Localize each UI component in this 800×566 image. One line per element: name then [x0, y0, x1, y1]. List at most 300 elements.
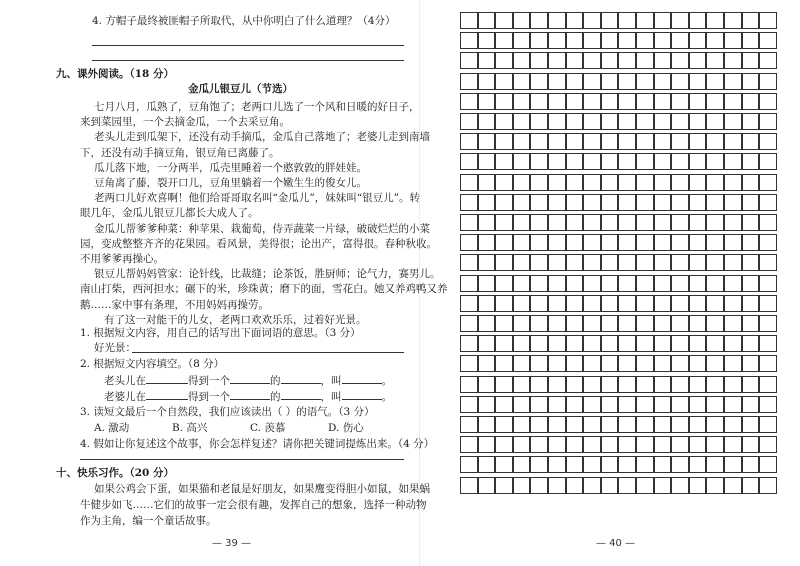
grid-cell[interactable] — [724, 93, 742, 110]
grid-cell[interactable] — [495, 113, 513, 130]
grid-cell[interactable] — [601, 113, 619, 130]
grid-cell[interactable] — [654, 416, 672, 433]
grid-cell[interactable] — [654, 355, 672, 372]
grid-cell[interactable] — [495, 93, 513, 110]
grid-cell[interactable] — [583, 214, 601, 231]
grid-cell[interactable] — [548, 174, 566, 191]
grid-cell[interactable] — [601, 194, 619, 211]
grid-cell[interactable] — [671, 456, 689, 473]
grid-cell[interactable] — [618, 153, 636, 170]
grid-cell[interactable] — [583, 93, 601, 110]
grid-cell[interactable] — [759, 93, 777, 110]
grid-cell[interactable] — [636, 295, 654, 312]
grid-cell[interactable] — [654, 214, 672, 231]
grid-cell[interactable] — [478, 32, 496, 49]
grid-cell[interactable] — [495, 477, 513, 494]
grid-cell[interactable] — [671, 153, 689, 170]
grid-cell[interactable] — [513, 234, 531, 251]
grid-cell[interactable] — [495, 315, 513, 332]
grid-cell[interactable] — [583, 396, 601, 413]
grid-cell[interactable] — [478, 295, 496, 312]
grid-cell[interactable] — [654, 315, 672, 332]
grid-cell[interactable] — [566, 113, 584, 130]
grid-cell[interactable] — [460, 194, 478, 211]
grid-cell[interactable] — [654, 254, 672, 271]
grid-cell[interactable] — [636, 32, 654, 49]
grid-cell[interactable] — [654, 396, 672, 413]
blank[interactable] — [146, 390, 188, 400]
grid-cell[interactable] — [706, 194, 724, 211]
grid-cell[interactable] — [742, 416, 760, 433]
grid-cell[interactable] — [460, 275, 478, 292]
grid-cell[interactable] — [618, 315, 636, 332]
q3-option-d[interactable]: D. 伤心 — [328, 422, 364, 434]
grid-cell[interactable] — [478, 477, 496, 494]
grid-cell[interactable] — [495, 416, 513, 433]
grid-cell[interactable] — [706, 153, 724, 170]
grid-cell[interactable] — [530, 376, 548, 393]
grid-cell[interactable] — [636, 275, 654, 292]
grid-cell[interactable] — [478, 335, 496, 352]
grid-cell[interactable] — [601, 275, 619, 292]
grid-cell[interactable] — [548, 133, 566, 150]
grid-cell[interactable] — [583, 376, 601, 393]
grid-cell[interactable] — [689, 436, 707, 453]
grid-cell[interactable] — [566, 456, 584, 473]
grid-cell[interactable] — [742, 52, 760, 69]
grid-cell[interactable] — [566, 234, 584, 251]
grid-cell[interactable] — [724, 73, 742, 90]
grid-cell[interactable] — [583, 12, 601, 29]
grid-cell[interactable] — [671, 52, 689, 69]
grid-cell[interactable] — [671, 93, 689, 110]
grid-cell[interactable] — [460, 456, 478, 473]
grid-cell[interactable] — [689, 93, 707, 110]
grid-cell[interactable] — [530, 174, 548, 191]
q3-option-a[interactable]: A. 激动 — [94, 422, 130, 434]
grid-cell[interactable] — [759, 456, 777, 473]
grid-cell[interactable] — [724, 133, 742, 150]
grid-cell[interactable] — [742, 436, 760, 453]
grid-cell[interactable] — [706, 295, 724, 312]
grid-cell[interactable] — [759, 214, 777, 231]
answer-line-q4[interactable] — [80, 459, 404, 460]
grid-cell[interactable] — [742, 12, 760, 29]
grid-cell[interactable] — [460, 416, 478, 433]
grid-cell[interactable] — [495, 133, 513, 150]
grid-cell[interactable] — [601, 436, 619, 453]
grid-cell[interactable] — [460, 295, 478, 312]
grid-cell[interactable] — [654, 194, 672, 211]
grid-cell[interactable] — [724, 355, 742, 372]
grid-cell[interactable] — [671, 396, 689, 413]
grid-cell[interactable] — [495, 214, 513, 231]
grid-cell[interactable] — [566, 174, 584, 191]
blank[interactable] — [342, 390, 382, 400]
grid-cell[interactable] — [724, 416, 742, 433]
grid-cell[interactable] — [724, 254, 742, 271]
grid-cell[interactable] — [460, 32, 478, 49]
grid-cell[interactable] — [759, 275, 777, 292]
blank[interactable] — [230, 390, 270, 400]
grid-cell[interactable] — [742, 254, 760, 271]
grid-cell[interactable] — [478, 73, 496, 90]
grid-cell[interactable] — [495, 234, 513, 251]
grid-cell[interactable] — [671, 73, 689, 90]
grid-cell[interactable] — [566, 93, 584, 110]
grid-cell[interactable] — [636, 416, 654, 433]
grid-cell[interactable] — [530, 32, 548, 49]
composition-grid[interactable] — [460, 12, 778, 496]
grid-cell[interactable] — [654, 133, 672, 150]
grid-cell[interactable] — [742, 315, 760, 332]
grid-cell[interactable] — [618, 456, 636, 473]
grid-cell[interactable] — [742, 275, 760, 292]
grid-cell[interactable] — [742, 174, 760, 191]
grid-cell[interactable] — [583, 275, 601, 292]
grid-cell[interactable] — [724, 32, 742, 49]
grid-cell[interactable] — [530, 153, 548, 170]
grid-cell[interactable] — [478, 214, 496, 231]
grid-cell[interactable] — [759, 335, 777, 352]
grid-cell[interactable] — [671, 113, 689, 130]
grid-cell[interactable] — [724, 153, 742, 170]
grid-cell[interactable] — [478, 52, 496, 69]
grid-cell[interactable] — [513, 456, 531, 473]
grid-cell[interactable] — [706, 234, 724, 251]
grid-cell[interactable] — [530, 295, 548, 312]
grid-cell[interactable] — [601, 153, 619, 170]
grid-cell[interactable] — [478, 174, 496, 191]
grid-cell[interactable] — [742, 355, 760, 372]
grid-cell[interactable] — [601, 335, 619, 352]
grid-cell[interactable] — [724, 52, 742, 69]
grid-cell[interactable] — [618, 12, 636, 29]
grid-cell[interactable] — [460, 113, 478, 130]
grid-cell[interactable] — [706, 52, 724, 69]
grid-cell[interactable] — [636, 214, 654, 231]
grid-cell[interactable] — [742, 396, 760, 413]
grid-cell[interactable] — [566, 295, 584, 312]
grid-cell[interactable] — [478, 254, 496, 271]
grid-cell[interactable] — [548, 73, 566, 90]
grid-cell[interactable] — [513, 174, 531, 191]
grid-cell[interactable] — [671, 234, 689, 251]
grid-cell[interactable] — [513, 254, 531, 271]
grid-cell[interactable] — [618, 113, 636, 130]
grid-cell[interactable] — [513, 376, 531, 393]
grid-cell[interactable] — [566, 73, 584, 90]
grid-cell[interactable] — [601, 214, 619, 231]
grid-cell[interactable] — [654, 234, 672, 251]
grid-cell[interactable] — [724, 174, 742, 191]
grid-cell[interactable] — [654, 73, 672, 90]
grid-cell[interactable] — [724, 456, 742, 473]
grid-cell[interactable] — [742, 133, 760, 150]
grid-cell[interactable] — [460, 52, 478, 69]
grid-cell[interactable] — [759, 12, 777, 29]
grid-cell[interactable] — [583, 335, 601, 352]
grid-cell[interactable] — [742, 194, 760, 211]
grid-cell[interactable] — [636, 436, 654, 453]
grid-cell[interactable] — [654, 52, 672, 69]
grid-cell[interactable] — [495, 194, 513, 211]
grid-cell[interactable] — [618, 214, 636, 231]
blank[interactable] — [146, 374, 188, 384]
grid-cell[interactable] — [636, 174, 654, 191]
answer-line[interactable] — [92, 60, 404, 61]
grid-cell[interactable] — [654, 32, 672, 49]
grid-cell[interactable] — [548, 234, 566, 251]
grid-cell[interactable] — [706, 73, 724, 90]
grid-cell[interactable] — [689, 153, 707, 170]
grid-cell[interactable] — [583, 133, 601, 150]
grid-cell[interactable] — [689, 355, 707, 372]
grid-cell[interactable] — [495, 73, 513, 90]
grid-cell[interactable] — [583, 295, 601, 312]
grid-cell[interactable] — [671, 174, 689, 191]
grid-cell[interactable] — [689, 295, 707, 312]
grid-cell[interactable] — [601, 52, 619, 69]
grid-cell[interactable] — [495, 436, 513, 453]
grid-cell[interactable] — [495, 295, 513, 312]
grid-cell[interactable] — [548, 194, 566, 211]
grid-cell[interactable] — [601, 174, 619, 191]
grid-cell[interactable] — [583, 456, 601, 473]
grid-cell[interactable] — [566, 194, 584, 211]
grid-cell[interactable] — [706, 416, 724, 433]
grid-cell[interactable] — [601, 93, 619, 110]
grid-cell[interactable] — [566, 32, 584, 49]
grid-cell[interactable] — [601, 456, 619, 473]
grid-cell[interactable] — [548, 214, 566, 231]
grid-cell[interactable] — [742, 73, 760, 90]
grid-cell[interactable] — [530, 52, 548, 69]
grid-cell[interactable] — [636, 254, 654, 271]
q3-option-b[interactable]: B. 高兴 — [172, 422, 208, 434]
grid-cell[interactable] — [548, 254, 566, 271]
grid-cell[interactable] — [478, 376, 496, 393]
grid-cell[interactable] — [618, 254, 636, 271]
grid-cell[interactable] — [636, 396, 654, 413]
grid-cell[interactable] — [548, 315, 566, 332]
grid-cell[interactable] — [601, 396, 619, 413]
grid-cell[interactable] — [566, 214, 584, 231]
grid-cell[interactable] — [601, 133, 619, 150]
grid-cell[interactable] — [671, 32, 689, 49]
grid-cell[interactable] — [636, 376, 654, 393]
grid-cell[interactable] — [548, 295, 566, 312]
grid-cell[interactable] — [583, 436, 601, 453]
grid-cell[interactable] — [460, 254, 478, 271]
grid-cell[interactable] — [671, 214, 689, 231]
grid-cell[interactable] — [530, 73, 548, 90]
grid-cell[interactable] — [513, 93, 531, 110]
grid-cell[interactable] — [618, 133, 636, 150]
grid-cell[interactable] — [478, 133, 496, 150]
grid-cell[interactable] — [548, 153, 566, 170]
grid-cell[interactable] — [724, 436, 742, 453]
grid-cell[interactable] — [654, 113, 672, 130]
grid-cell[interactable] — [601, 32, 619, 49]
grid-cell[interactable] — [566, 436, 584, 453]
grid-cell[interactable] — [724, 113, 742, 130]
grid-cell[interactable] — [759, 52, 777, 69]
grid-cell[interactable] — [495, 396, 513, 413]
grid-cell[interactable] — [548, 93, 566, 110]
blank[interactable] — [281, 390, 321, 400]
grid-cell[interactable] — [601, 73, 619, 90]
grid-cell[interactable] — [706, 275, 724, 292]
blank[interactable] — [281, 374, 321, 384]
q3-option-c[interactable]: C. 羡慕 — [250, 422, 286, 434]
grid-cell[interactable] — [742, 234, 760, 251]
grid-cell[interactable] — [530, 113, 548, 130]
grid-cell[interactable] — [566, 335, 584, 352]
grid-cell[interactable] — [513, 355, 531, 372]
grid-cell[interactable] — [530, 355, 548, 372]
grid-cell[interactable] — [689, 315, 707, 332]
grid-cell[interactable] — [636, 477, 654, 494]
grid-cell[interactable] — [706, 335, 724, 352]
grid-cell[interactable] — [706, 376, 724, 393]
grid-cell[interactable] — [689, 275, 707, 292]
grid-cell[interactable] — [654, 275, 672, 292]
grid-cell[interactable] — [636, 52, 654, 69]
grid-cell[interactable] — [724, 275, 742, 292]
grid-cell[interactable] — [689, 335, 707, 352]
grid-cell[interactable] — [460, 153, 478, 170]
grid-cell[interactable] — [513, 12, 531, 29]
grid-cell[interactable] — [618, 32, 636, 49]
grid-cell[interactable] — [566, 52, 584, 69]
grid-cell[interactable] — [583, 315, 601, 332]
grid-cell[interactable] — [478, 234, 496, 251]
blank[interactable] — [230, 374, 270, 384]
grid-cell[interactable] — [566, 133, 584, 150]
grid-cell[interactable] — [548, 477, 566, 494]
grid-cell[interactable] — [495, 456, 513, 473]
grid-cell[interactable] — [460, 93, 478, 110]
grid-cell[interactable] — [671, 416, 689, 433]
grid-cell[interactable] — [548, 335, 566, 352]
grid-cell[interactable] — [689, 52, 707, 69]
grid-cell[interactable] — [654, 12, 672, 29]
grid-cell[interactable] — [548, 396, 566, 413]
grid-cell[interactable] — [601, 416, 619, 433]
grid-cell[interactable] — [724, 194, 742, 211]
grid-cell[interactable] — [478, 396, 496, 413]
grid-cell[interactable] — [530, 335, 548, 352]
grid-cell[interactable] — [759, 153, 777, 170]
grid-cell[interactable] — [478, 436, 496, 453]
grid-cell[interactable] — [759, 376, 777, 393]
grid-cell[interactable] — [548, 376, 566, 393]
grid-cell[interactable] — [759, 73, 777, 90]
grid-cell[interactable] — [460, 477, 478, 494]
grid-cell[interactable] — [636, 153, 654, 170]
grid-cell[interactable] — [513, 32, 531, 49]
grid-cell[interactable] — [618, 416, 636, 433]
grid-cell[interactable] — [759, 477, 777, 494]
grid-cell[interactable] — [495, 52, 513, 69]
grid-cell[interactable] — [742, 214, 760, 231]
grid-cell[interactable] — [513, 416, 531, 433]
grid-cell[interactable] — [689, 456, 707, 473]
grid-cell[interactable] — [706, 355, 724, 372]
grid-cell[interactable] — [618, 174, 636, 191]
grid-cell[interactable] — [548, 275, 566, 292]
grid-cell[interactable] — [478, 153, 496, 170]
grid-cell[interactable] — [671, 254, 689, 271]
grid-cell[interactable] — [618, 355, 636, 372]
grid-cell[interactable] — [636, 113, 654, 130]
grid-cell[interactable] — [618, 295, 636, 312]
grid-cell[interactable] — [671, 12, 689, 29]
grid-cell[interactable] — [759, 234, 777, 251]
grid-cell[interactable] — [689, 477, 707, 494]
grid-cell[interactable] — [724, 12, 742, 29]
grid-cell[interactable] — [513, 275, 531, 292]
grid-cell[interactable] — [706, 113, 724, 130]
grid-cell[interactable] — [706, 214, 724, 231]
grid-cell[interactable] — [601, 315, 619, 332]
grid-cell[interactable] — [548, 436, 566, 453]
grid-cell[interactable] — [513, 194, 531, 211]
grid-cell[interactable] — [530, 396, 548, 413]
grid-cell[interactable] — [478, 416, 496, 433]
grid-cell[interactable] — [689, 73, 707, 90]
grid-cell[interactable] — [706, 32, 724, 49]
grid-cell[interactable] — [759, 32, 777, 49]
grid-cell[interactable] — [478, 194, 496, 211]
grid-cell[interactable] — [513, 133, 531, 150]
grid-cell[interactable] — [548, 12, 566, 29]
grid-cell[interactable] — [618, 335, 636, 352]
grid-cell[interactable] — [689, 133, 707, 150]
grid-cell[interactable] — [618, 234, 636, 251]
grid-cell[interactable] — [706, 396, 724, 413]
grid-cell[interactable] — [583, 194, 601, 211]
grid-cell[interactable] — [759, 194, 777, 211]
grid-cell[interactable] — [566, 254, 584, 271]
grid-cell[interactable] — [460, 174, 478, 191]
grid-cell[interactable] — [671, 295, 689, 312]
grid-cell[interactable] — [636, 73, 654, 90]
grid-cell[interactable] — [618, 52, 636, 69]
grid-cell[interactable] — [583, 477, 601, 494]
grid-cell[interactable] — [530, 275, 548, 292]
grid-cell[interactable] — [460, 133, 478, 150]
grid-cell[interactable] — [566, 376, 584, 393]
grid-cell[interactable] — [636, 335, 654, 352]
grid-cell[interactable] — [548, 52, 566, 69]
grid-cell[interactable] — [742, 153, 760, 170]
grid-cell[interactable] — [689, 174, 707, 191]
grid-cell[interactable] — [759, 436, 777, 453]
grid-cell[interactable] — [759, 174, 777, 191]
grid-cell[interactable] — [495, 254, 513, 271]
grid-cell[interactable] — [618, 93, 636, 110]
grid-cell[interactable] — [530, 436, 548, 453]
grid-cell[interactable] — [654, 93, 672, 110]
grid-cell[interactable] — [759, 315, 777, 332]
grid-cell[interactable] — [460, 335, 478, 352]
grid-cell[interactable] — [636, 234, 654, 251]
grid-cell[interactable] — [513, 214, 531, 231]
grid-cell[interactable] — [566, 315, 584, 332]
grid-cell[interactable] — [460, 355, 478, 372]
